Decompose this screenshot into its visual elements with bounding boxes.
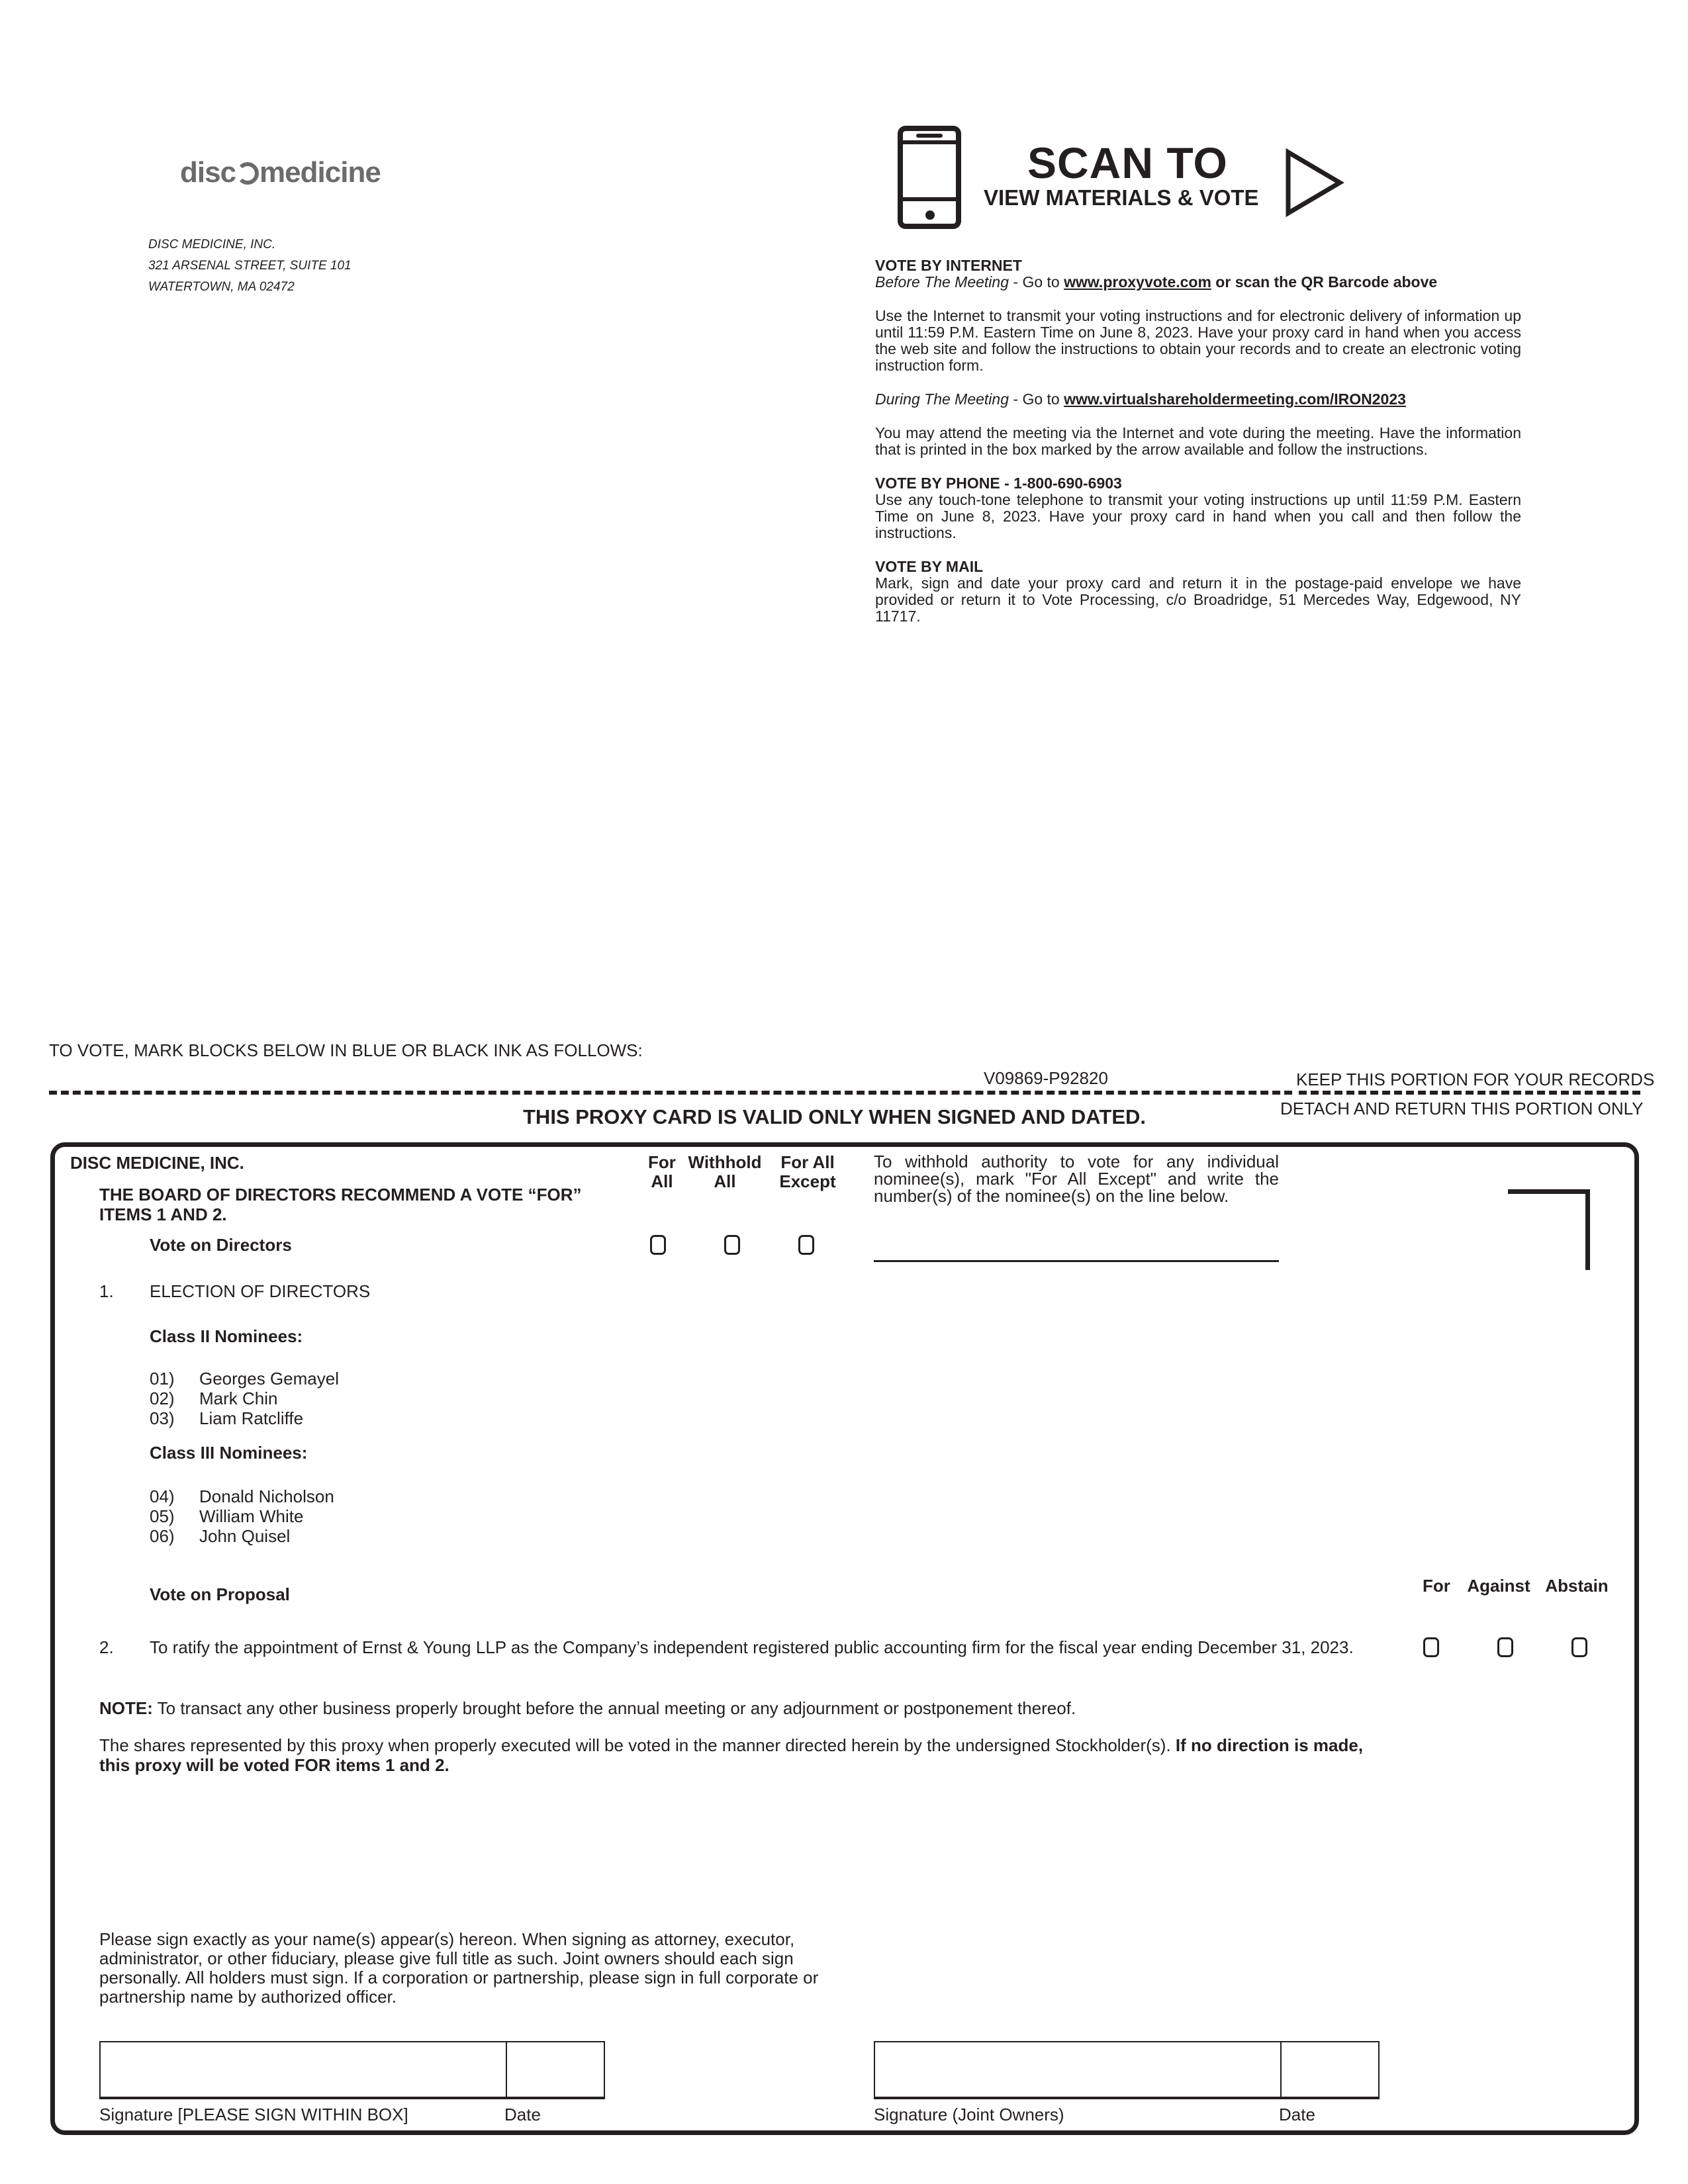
joint-signature-date-divider bbox=[1280, 2042, 1282, 2097]
keep-portion-label: KEEP THIS PORTION FOR YOUR RECORDS bbox=[1296, 1069, 1655, 1089]
checkbox-proposal-abstain[interactable] bbox=[1571, 1637, 1587, 1657]
scan-title: SCAN TO bbox=[1027, 138, 1228, 187]
joint-date-label: Date bbox=[1279, 2105, 1315, 2124]
nominee-item: 04) Donald Nicholson bbox=[150, 1486, 334, 1506]
item2-number: 2. bbox=[99, 1637, 114, 1657]
detach-line bbox=[49, 1091, 1292, 1095]
company-logo bbox=[180, 156, 381, 189]
logo-text-disc: disc bbox=[180, 156, 236, 189]
shares-statement: The shares represented by this proxy when properly executed will be voted in the manner directed herein by the undersigned Stockholder(s). If no direction is made, this proxy will be voted FOR items 1 and 2. bbox=[99, 1735, 1364, 1775]
mail-heading: VOTE BY MAIL bbox=[875, 558, 984, 575]
address-line-2: 321 ARSENAL STREET, SUITE 101 bbox=[148, 259, 352, 273]
note-line: NOTE: To transact any other business properly brought before the annual meeting or any adjournment or postponement thereof. bbox=[99, 1698, 1076, 1718]
card-company-name: DISC MEDICINE, INC. bbox=[70, 1153, 244, 1173]
company-address bbox=[148, 234, 352, 298]
checkbox-proposal-for[interactable] bbox=[1423, 1637, 1439, 1657]
board-recommendation: THE BOARD OF DIRECTORS RECOMMEND A VOTE “FOR” ITEMS 1 AND 2. bbox=[99, 1185, 582, 1224]
checkbox-proposal-against[interactable] bbox=[1497, 1637, 1513, 1657]
internet-heading: VOTE BY INTERNET bbox=[875, 257, 1022, 274]
logo-mark-icon bbox=[236, 162, 259, 185]
class3-nominee-list bbox=[150, 1486, 334, 1546]
checkbox-for-all-except[interactable] bbox=[798, 1235, 814, 1255]
phone-heading: VOTE BY PHONE - 1-800-690-6903 bbox=[875, 475, 1122, 492]
class2-heading: Class II Nominees: bbox=[150, 1326, 303, 1346]
smartphone-icon bbox=[898, 126, 961, 229]
col-abstain: Abstain bbox=[1545, 1576, 1609, 1596]
date-label: Date bbox=[504, 2105, 541, 2124]
nominee-item: 03) Liam Ratcliffe bbox=[150, 1408, 304, 1428]
item1-number: 1. bbox=[99, 1281, 114, 1301]
col-for-all-except: For All Except bbox=[779, 1152, 836, 1191]
withhold-instructions: To withhold authority to vote for any individual nominee(s), mark "For All Except" and write the number(s) of the nominee(s) on the line below. bbox=[874, 1152, 1279, 1206]
class3-heading: Class III Nominees: bbox=[150, 1443, 308, 1463]
sign-instructions: Please sign exactly as your name(s) appear(s) hereon. When signing as attorney, executor, administrator, or other fiduciary, please give full title as such. Joint owners should each sign personally. All holders must sign. If a corporation or partnership, please sign in full corporate or partnership name by authorized officer. bbox=[99, 1929, 819, 2007]
play-arrow-icon bbox=[1284, 148, 1345, 217]
nominee-number-line[interactable] bbox=[874, 1260, 1279, 1262]
item1-title: ELECTION OF DIRECTORS bbox=[150, 1281, 371, 1301]
item2-text: To ratify the appointment of Ernst & Young LLP as the Company’s independent registered public accounting firm for the fiscal year ending December 31, 2023. bbox=[150, 1637, 1354, 1657]
signature-label: Signature [PLEASE SIGN WITHIN BOX] bbox=[99, 2105, 408, 2124]
corner-mark bbox=[1508, 1189, 1590, 1270]
proxyvote-link[interactable]: www.proxyvote.com bbox=[1064, 273, 1211, 291]
internet-body: Use the Internet to transmit your voting instructions and for electronic delivery of information up until 11:59 P.M. Eastern Time on June 8, 2023. Have your proxy card in hand when you access the web site and follow the instructions to obtain your records and to create an electronic voting instruction form. bbox=[875, 307, 1521, 374]
logo-text-medicine: medicine bbox=[259, 156, 381, 189]
address-line-1: DISC MEDICINE, INC. bbox=[148, 238, 276, 251]
internet-before-meeting: Before The Meeting - Go to www.proxyvote.com or scan the QR Barcode above bbox=[875, 273, 1438, 291]
col-for-all: For All bbox=[648, 1152, 676, 1191]
signature-box[interactable] bbox=[99, 2041, 605, 2099]
internet-during-body: You may attend the meeting via the Internet and vote during the meeting. Have the information that is printed in the box marked by the arrow available and follow the instructions. bbox=[875, 424, 1521, 458]
col-withhold-all: Withhold All bbox=[688, 1152, 762, 1191]
nominee-item: 06) John Quisel bbox=[150, 1526, 291, 1546]
detach-line-right bbox=[1299, 1091, 1640, 1095]
vote-on-proposal: Vote on Proposal bbox=[150, 1584, 290, 1604]
col-for: For bbox=[1423, 1576, 1450, 1596]
nominee-item: 05) William White bbox=[150, 1506, 304, 1526]
mail-body: Mark, sign and date your proxy card and return it in the postage-paid envelope we have provided or return it to Vote Processing, c/o Broadridge, 51 Mercedes Way, Edgewood, NY 11717. bbox=[875, 574, 1521, 625]
joint-signature-box[interactable] bbox=[874, 2041, 1380, 2099]
detach-portion-label: DETACH AND RETURN THIS PORTION ONLY bbox=[1280, 1099, 1644, 1118]
scan-subtitle: VIEW MATERIALS & VOTE bbox=[984, 185, 1259, 210]
valid-notice: THIS PROXY CARD IS VALID ONLY WHEN SIGNED AND DATED. bbox=[523, 1105, 1147, 1128]
signature-date-divider bbox=[506, 2042, 507, 2097]
phone-body: Use any touch-tone telephone to transmit your voting instructions up until 11:59 P.M. Eastern Time on June 8, 2023. Have your proxy card in hand when you call and then follow the instructions. bbox=[875, 491, 1521, 541]
nominee-item: 01) Georges Gemayel bbox=[150, 1369, 339, 1388]
voting-instructions bbox=[875, 257, 1521, 625]
control-code: V09869-P92820 bbox=[984, 1068, 1108, 1088]
internet-during-meeting: During The Meeting - Go to www.virtualshareholdermeeting.com/IRON2023 bbox=[875, 390, 1406, 408]
col-against: Against bbox=[1467, 1576, 1530, 1596]
vote-on-directors: Vote on Directors bbox=[150, 1235, 292, 1255]
joint-signature-label: Signature (Joint Owners) bbox=[874, 2105, 1064, 2124]
checkbox-withhold-all[interactable] bbox=[724, 1235, 740, 1255]
checkbox-for-all[interactable] bbox=[650, 1235, 666, 1255]
address-line-3: WATERTOWN, MA 02472 bbox=[148, 280, 295, 294]
class2-nominee-list bbox=[150, 1369, 339, 1428]
mark-instructions: TO VOTE, MARK BLOCKS BELOW IN BLUE OR BLACK INK AS FOLLOWS: bbox=[49, 1040, 643, 1060]
virtual-meeting-link[interactable]: www.virtualshareholdermeeting.com/IRON2023 bbox=[1064, 390, 1406, 408]
nominee-item: 02) Mark Chin bbox=[150, 1388, 278, 1408]
